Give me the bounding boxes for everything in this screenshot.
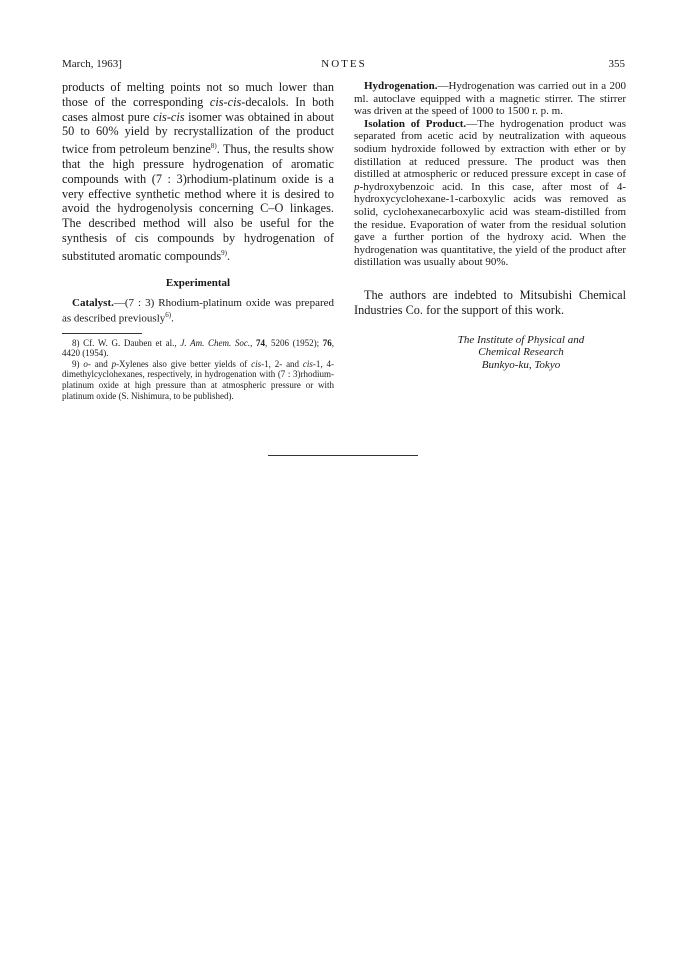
text-run: -hydroxybenzoic acid. In this case, after most of 4-hydroxycyclohexane-1-carboxylic acids was removed as solid, cyclohexanecarboxylic acid was steam-distilled from the residue. Evaporation of water from the residual solution gave a further portion of the hydroxy acid. When the hydrogenation was quantitative, the yield of the product after distillation was usually about 90%. [354, 180, 626, 269]
text-run: . Thus, the results show that the high pressure hydrogenation of aromatic compounds with (7 : 3)rhodium-platinum oxide is a very effective synthetic method where it is desired to avoid the hydrogenolysis concerning C–O linkages. The described method will also be useful for the synthesis of cis compounds by hydrogenation of substituted aromatic compounds [62, 142, 334, 263]
institution-line: The Institute of Physical and [457, 333, 585, 346]
text-run: 9) [72, 358, 84, 369]
section-heading: Experimental [165, 276, 231, 289]
reference-mark: 6) [165, 311, 172, 320]
text-run: —(7 : 3) Rhodium-platinum oxide was prepared as described previously [62, 296, 334, 325]
footnote-9 [62, 359, 334, 401]
italic-run: cis-cis [153, 109, 185, 124]
institution-line: Bunkyo-ku, Tokyo [481, 359, 561, 372]
text-run: -Xylenes also give better yields of [116, 358, 252, 369]
italic-run: cis-cis [209, 94, 242, 109]
text-run: - and [87, 358, 112, 369]
paragraph-label: Catalyst. [72, 296, 114, 309]
institution-line: Chemical Research [478, 346, 564, 359]
page-number: 355 [608, 58, 625, 70]
text-run: —Hydrogenation was carried out in a 200 ml. autoclave equipped with a magnetic stirrer. The stirrer was driven at the speed of 1000 to 1500 r. p. m. [354, 80, 626, 118]
text-run: products of melting points not so much lower than those of the corresponding [62, 80, 334, 109]
text-run: . [171, 313, 174, 325]
running-head-date: March, 1963] [62, 58, 122, 70]
volume-number: 76 [322, 337, 332, 348]
paragraph-label: Isolation of Product. [364, 117, 467, 130]
italic-run: cis [302, 358, 313, 369]
text-run: isomer was obtained in about 50 to 60% yield by recrystallization of the product twice from petroleum benzine [62, 109, 334, 157]
left-column [62, 80, 334, 401]
body-paragraph [62, 80, 334, 264]
footnote-8 [62, 338, 334, 359]
text-run: , 5206 (1952); [265, 337, 323, 348]
right-column [354, 80, 626, 372]
reference-mark: 8) [210, 142, 217, 151]
text-run: . [227, 248, 231, 263]
text-run: 8) Cf. W. G. Dauben et al., [72, 337, 181, 348]
italic-run: cis [251, 358, 262, 369]
footnote-rule [62, 333, 142, 334]
text-run: -decalols. In both cases almost pure [62, 94, 334, 124]
running-head-section: NOTES [321, 58, 367, 70]
isolation-paragraph [354, 118, 626, 269]
text-run: , [250, 337, 257, 348]
paragraph-label: Hydrogenation. [364, 80, 438, 92]
text-run: , 4420 (1954). [62, 337, 334, 359]
journal-name: J. Am. Chem. Soc. [180, 337, 251, 348]
text-run: —The hydrogenation product was separated from acetic acid by neutralization with aqueous sodium hydroxide followed by extraction with ether or by distillation at reduced pressure. The product was then distilled at atmospheric or reduced pressure except in case of [354, 117, 626, 181]
hydrogenation-paragraph [354, 80, 626, 118]
italic-run: p [111, 358, 117, 369]
reference-mark: 9) [221, 248, 227, 257]
text-run: -1, 4-dimethylcyclohexanes, respectively, in hydrogenation with (7 : 3)rhodium-platinum oxide at high pressure than at atmospheric pressure or with platinum oxide (S. Nishimura, to be published). [62, 358, 335, 401]
italic-run: o [83, 358, 88, 369]
acknowledgement: The authors are indebted to Mitsubishi Chemical Industries Co. for the support of this work. [354, 287, 626, 317]
end-rule [268, 455, 418, 456]
catalyst-paragraph [62, 297, 334, 326]
text-run: -1, 2- and [261, 358, 303, 369]
italic-run: p [354, 180, 360, 193]
volume-number: 74 [256, 337, 266, 348]
institution-block [354, 334, 596, 372]
